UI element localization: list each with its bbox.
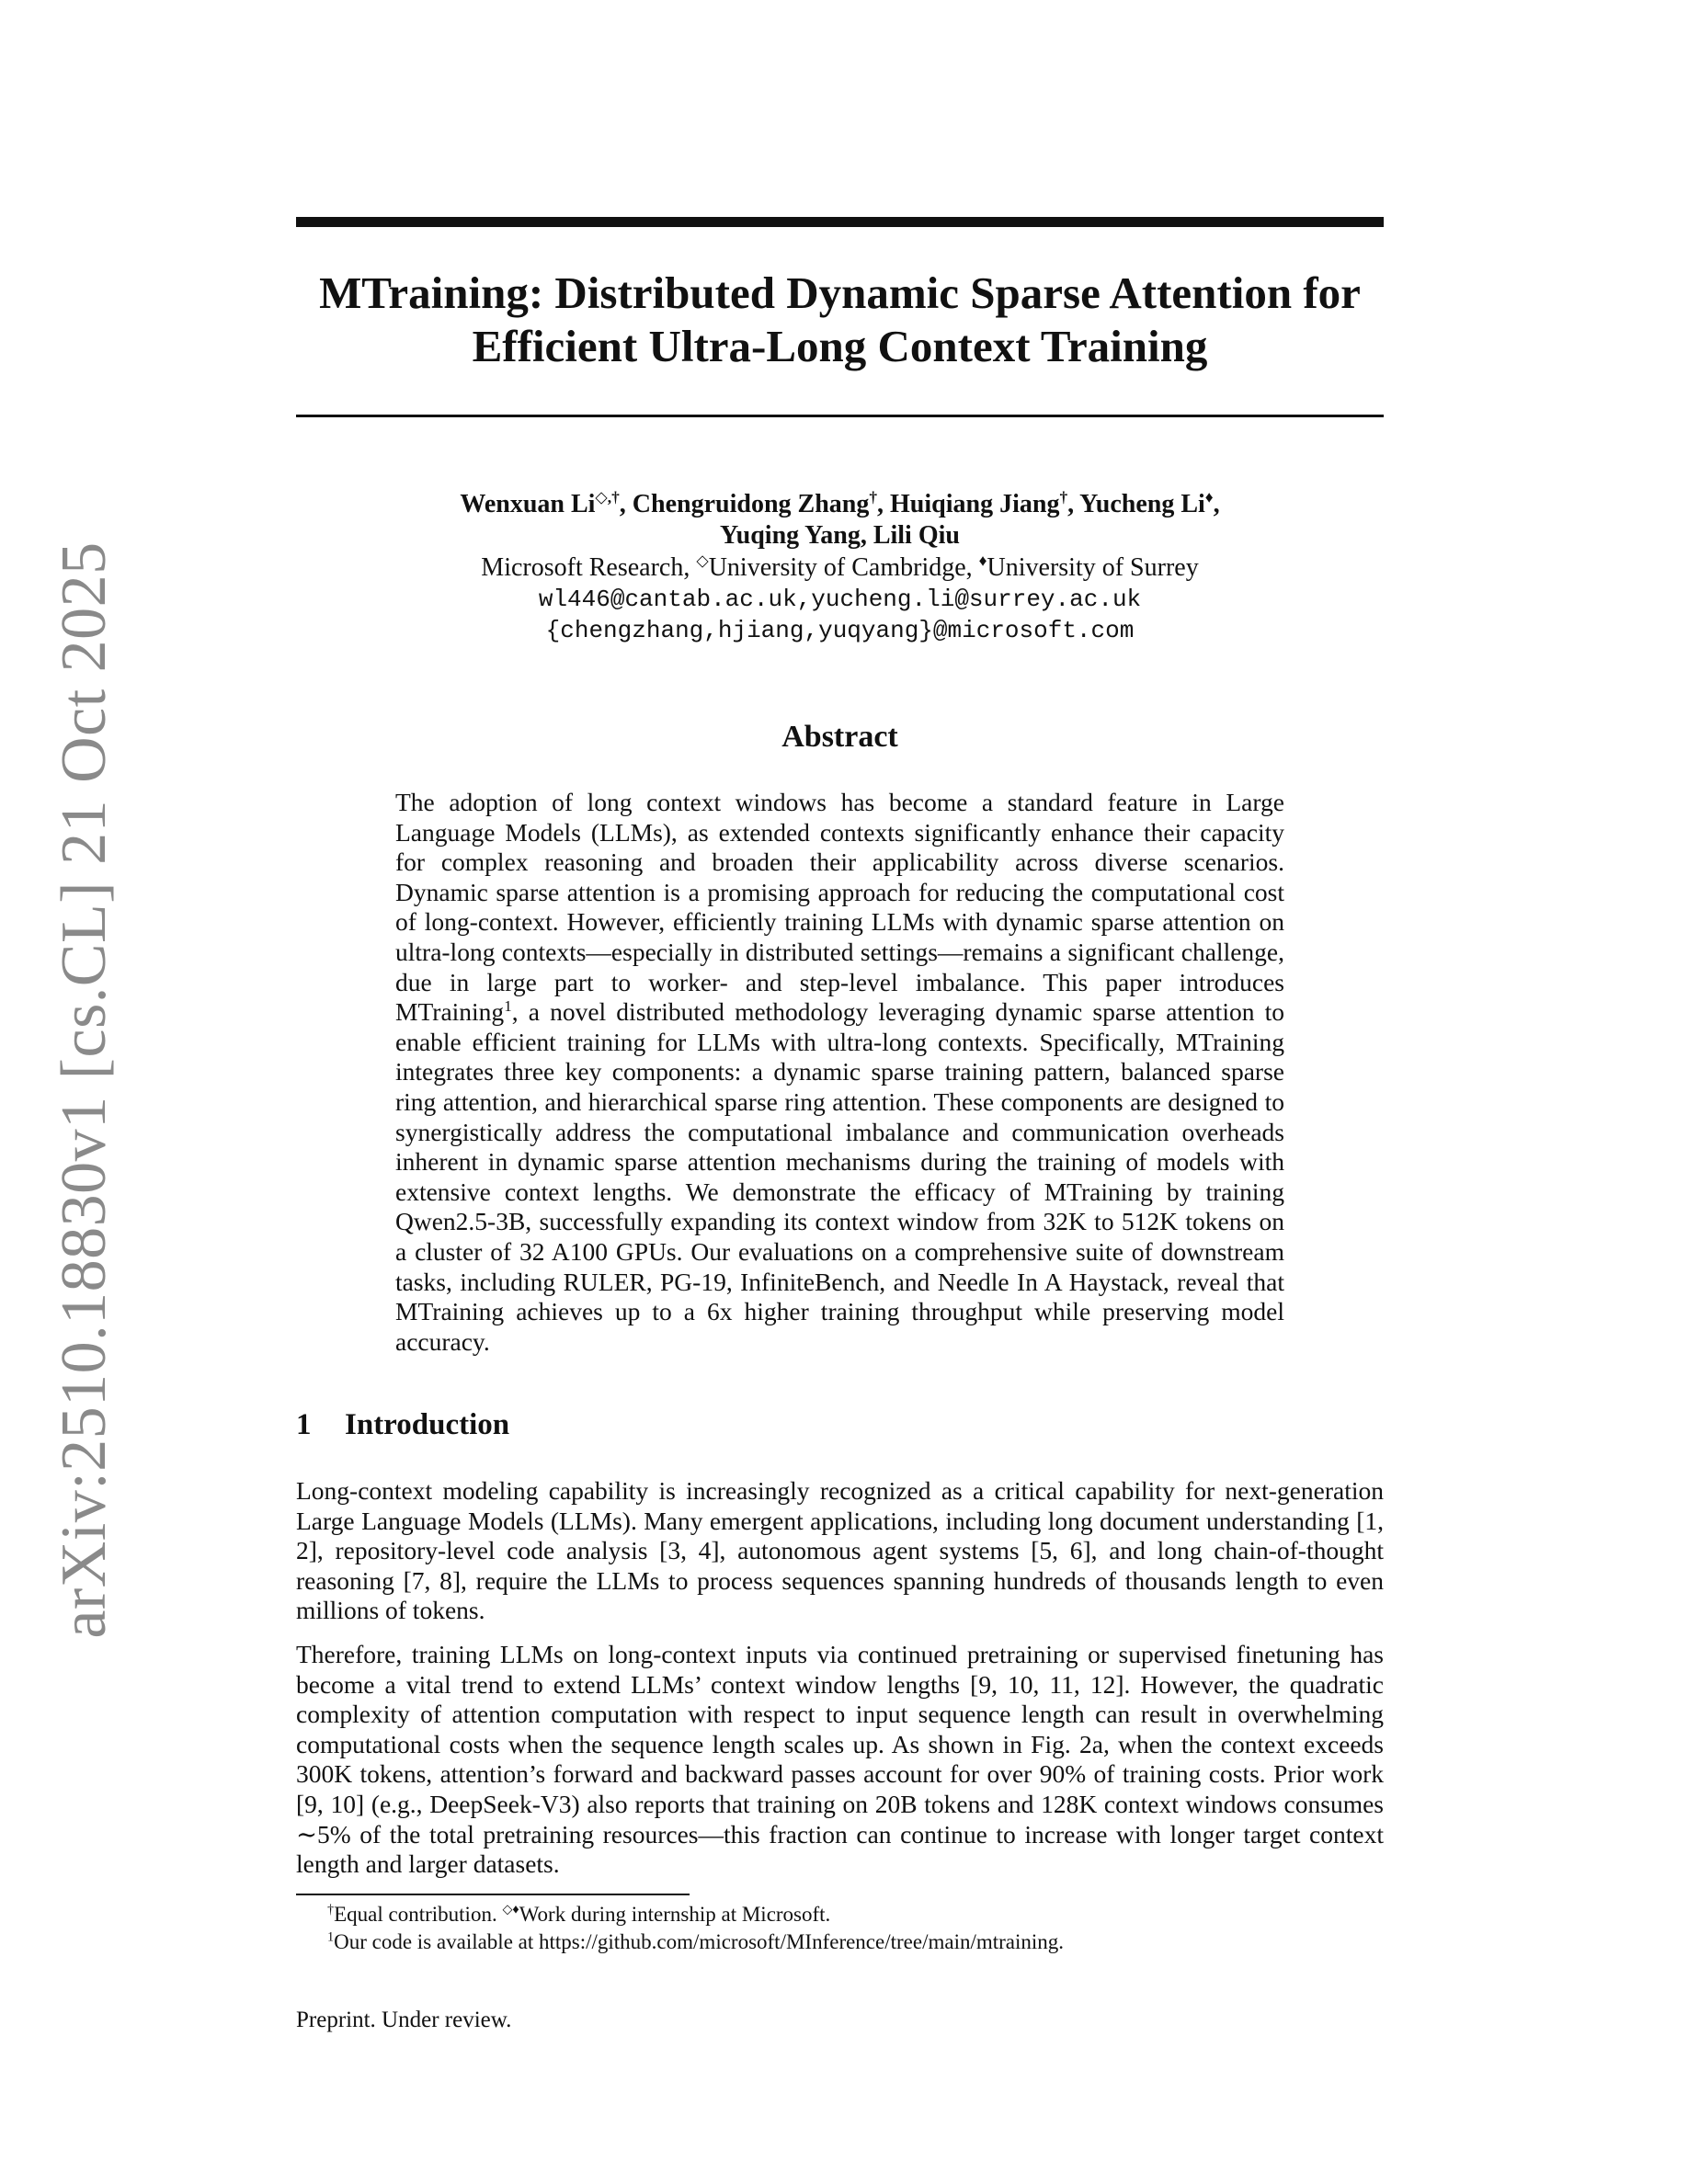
author-block <box>296 489 1384 646</box>
intro-paragraph-1: Long-context modeling capability is increasingly recognized as a critical capability for next-generation Large Language Models (LLMs). Many emergent applications, including long document understanding [1, 2], repository-level code analysis [3, 4], autonomous agent systems [5, 6], and long chain-of-thought reasoning [7, 8], require the LLMs to process sequences spanning hundreds of thousands length to even millions of tokens. <box>296 1476 1384 1625</box>
affiliation-cambridge-mark: ◇ <box>696 552 709 570</box>
footnote-rule <box>296 1894 690 1895</box>
abstract-footnote-mark: 1 <box>504 997 512 1015</box>
intro-paragraph-2: Therefore, training LLMs on long-context inputs via continued pretraining or supervised finetuning has become a vital trend to extend LLMs’ context window lengths [9, 10, 11, 12]. However, the quadratic complexity of attention computation with respect to input sequence length can result in overwhelming computational costs when the sequence length scales up. As shown in Fig. 2a, when the context exceeds 300K tokens, attention’s forward and backward passes account for over 90% of training costs. Prior work [9, 10] (e.g., DeepSeek-V3) also reports that training on 20B tokens and 128K context windows consumes ∼5% of the total pretraining resources—this fraction can continue to increase with longer target context length and larger datasets. <box>296 1640 1384 1879</box>
footnote-1-text-2: Work during internship at Microsoft. <box>519 1903 831 1926</box>
footnote-2-mark: 1 <box>327 1929 335 1945</box>
title-line-2: Efficient Ultra-Long Context Training <box>472 321 1208 371</box>
title-top-rule <box>296 217 1384 227</box>
footnote-1-text: Equal contribution. <box>334 1903 503 1926</box>
title-bottom-rule <box>296 415 1384 417</box>
abstract-text <box>395 788 1284 1357</box>
author-line-1: Wenxuan Li◇,†, Chengruidong Zhang†, Huiqiang Jiang†, Yucheng Li♦, <box>460 488 1220 518</box>
footnotes <box>327 1901 1385 1956</box>
author-4: Yucheng Li <box>1079 490 1205 518</box>
author-1: Wenxuan Li <box>460 490 596 518</box>
author-line-2: Yuqing Yang, Lili Qiu <box>720 521 960 550</box>
affiliation-surrey: University of Surrey <box>987 553 1199 582</box>
preprint-notice: Preprint. Under review. <box>296 2008 512 2032</box>
abstract-heading: Abstract <box>781 720 898 754</box>
abstract-text-part-2: , a novel distributed methodology leveraging dynamic sparse attention to enable efficient training for LLMs with ultra-long contexts. Specifically, MTraining integrates three key components: a dynamic sparse training pattern, balanced sparse ring attention, and hierarchical sparse ring attention. These components are designed to synergistically address the computational imbalance and communication overheads inherent in dynamic sparse attention mechanisms during the training of models with extensive context lengths. We demonstrate the efficacy of MTraining by training Qwen2.5-3B, successfully expanding its context window from 32K to 512K tokens on a cluster of 32 A100 GPUs. Our evaluations on a comprehensive suite of downstream tasks, including RULER, PG-19, InfiniteBench, and Needle In A Haystack, reveal that MTraining achieves up to a 6x higher training throughput while preserving model accuracy. <box>395 997 1284 1356</box>
section-heading-introduction <box>296 1406 509 1443</box>
section-number: 1 <box>296 1408 312 1441</box>
section-title: Introduction <box>345 1408 510 1441</box>
arxiv-identifier-stamp: arXiv:2510.18830v1 [cs.CL] 21 Oct 2025 <box>49 541 120 1639</box>
affiliation-microsoft: Microsoft Research, <box>481 553 697 582</box>
email-line-2: {chengzhang,hjiang,yuqyang}@microsoft.com <box>545 617 1135 644</box>
footnote-equal-contribution <box>327 1901 1385 1928</box>
title-line-1: MTraining: Distributed Dynamic Sparse Attention for <box>319 267 1361 318</box>
author-2-marks: † <box>869 488 878 506</box>
affiliation-cambridge: University of Cambridge, <box>708 553 979 582</box>
author-1-marks: ◇,† <box>595 488 620 506</box>
affiliation-surrey-mark: ♦ <box>978 552 987 570</box>
email-line-1: wl446@cantab.ac.uk,yucheng.li@surrey.ac.uk <box>538 586 1142 613</box>
affiliations <box>296 552 1384 584</box>
footnote-code-link <box>327 1928 1385 1956</box>
footnote-1-mark-2: ◇♦ <box>502 1902 519 1917</box>
footnote-2-text: Our code is available at https://github.com/microsoft/MInference/tree/main/mtraining. <box>334 1930 1065 1953</box>
abstract-text-part-1: The adoption of long context windows has become a standard feature in Large Language Models (LLMs), as extended contexts significantly enhance their capacity for complex reasoning and broaden their applicability across diverse scenarios. Dynamic sparse attention is a promising approach for reducing the computational cost of long-context. However, efficiently training LLMs with dynamic sparse attention on ultra-long contexts—especially in distributed settings—remains a significant challenge, due in large part to worker- and step-level imbalance. This paper introduces MTraining <box>395 788 1284 1027</box>
paper-title <box>296 267 1384 373</box>
author-4-marks: ♦ <box>1204 488 1214 506</box>
author-2: Chengruidong Zhang <box>632 490 870 518</box>
author-names <box>296 489 1384 552</box>
author-3-marks: † <box>1059 488 1068 506</box>
author-3: Huiqiang Jiang <box>890 490 1060 518</box>
footnote-1-mark: † <box>327 1902 335 1917</box>
